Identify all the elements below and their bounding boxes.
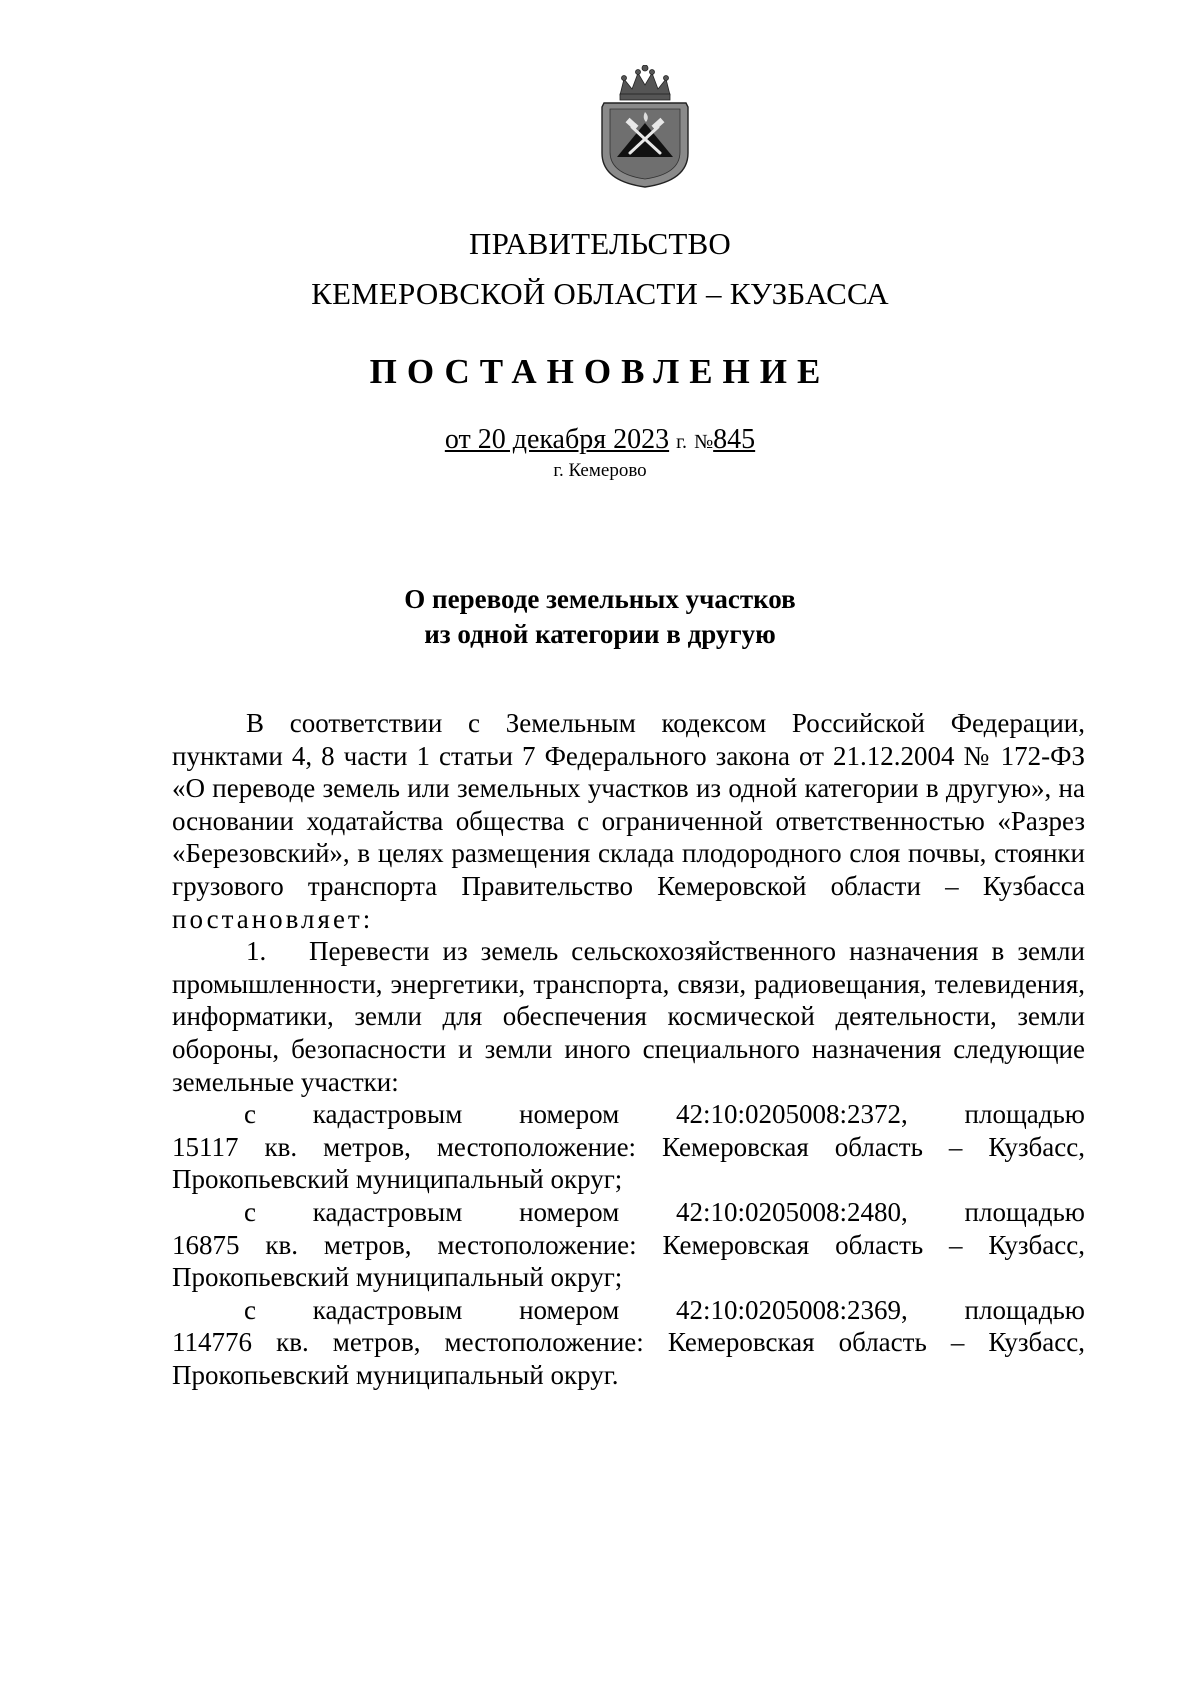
plot-prefix: с <box>244 1099 256 1130</box>
plot-entry <box>172 1098 1085 1196</box>
plot-num-label: номером <box>519 1294 620 1325</box>
subject-line1: О переводе земельных участков <box>404 584 796 614</box>
plot-entry-head <box>172 1196 1085 1229</box>
plot-cadastral-number: 42:10:0205008:2372, <box>675 1099 908 1130</box>
item-1-text: Перевести из земель сельскохозяйственного назначения в земли промышленности, энергетики, транспорта, связи, радиовещания, телевидения, информатики, земли для обеспечения космической деятельности, земли обороны, безопасности и земли иного специального назначения следующие земельные участки: <box>172 936 1085 1097</box>
plot-entry-details: 16875 кв. метров, местоположение: Кемеровская область – Кузбасс, Прокопьевский муниципальный округ; <box>172 1229 1085 1293</box>
plot-num-label: номером <box>519 1196 620 1227</box>
plot-prefix: с <box>244 1294 256 1325</box>
plot-cad-label: кадастровым <box>312 1294 463 1325</box>
plot-cadastral-number: 42:10:0205008:2369, <box>675 1294 908 1325</box>
plot-area-label: площадью <box>964 1294 1085 1325</box>
preamble-text: В соответствии с Земельным кодексом Российской Федерации, пунктами 4, 8 части 1 статьи 7 Федерального закона от 21.12.2004 № 172-ФЗ «О переводе земель или земельных участков из одной категории в другую», на основании ходатайства общества с ограниченной ответственностью «Разрез «Березовский», в целях размещения склада плодородного слоя почвы, стоянки грузового транспорта Правительство Кемеровской области – Кузбасса <box>172 708 1085 901</box>
government-title-line2: КЕМЕРОВСКОЙ ОБЛАСТИ – КУЗБАССА <box>311 276 889 311</box>
coat-of-arms-emblem <box>590 65 700 190</box>
plot-entry-head <box>172 1294 1085 1327</box>
year-suffix: г. <box>676 431 688 453</box>
subject-line2: из одной категории в другую <box>424 619 776 649</box>
plot-entry <box>172 1294 1085 1392</box>
document-date: от 20 декабря 2023 <box>444 424 670 455</box>
plot-cad-label: кадастровым <box>312 1196 463 1227</box>
plot-area-label: площадью <box>964 1196 1085 1227</box>
document-type-title: ПОСТАНОВЛЕНИЕ <box>369 352 831 391</box>
plot-entry-details: 15117 кв. метров, местоположение: Кемеровская область – Кузбасс, Прокопьевский муниципальный округ; <box>172 1131 1085 1195</box>
decrees-word: постановляет: <box>172 903 374 934</box>
plot-entry-head <box>172 1098 1085 1131</box>
document-body <box>172 707 1085 1391</box>
item-1-number: 1. <box>246 936 267 967</box>
document-city: г. Кемерово <box>553 460 647 481</box>
plot-entry <box>172 1196 1085 1294</box>
plot-area-label: площадью <box>964 1099 1085 1130</box>
plot-cad-label: кадастровым <box>312 1099 463 1130</box>
date-number-line <box>0 424 1200 456</box>
plot-cadastral-number: 42:10:0205008:2480, <box>675 1196 908 1227</box>
item-1-paragraph <box>172 935 1085 1098</box>
plot-prefix: с <box>244 1196 256 1227</box>
preamble-paragraph <box>172 707 1085 935</box>
government-title-line1: ПРАВИТЕЛЬСТВО <box>469 226 731 261</box>
plot-entry-details: 114776 кв. метров, местоположение: Кемеровская область – Кузбасс, Прокопьевский муниципальный округ. <box>172 1327 1085 1390</box>
plot-num-label: номером <box>519 1099 620 1130</box>
number-sign: № <box>694 431 714 453</box>
document-number: 845 <box>713 424 756 455</box>
